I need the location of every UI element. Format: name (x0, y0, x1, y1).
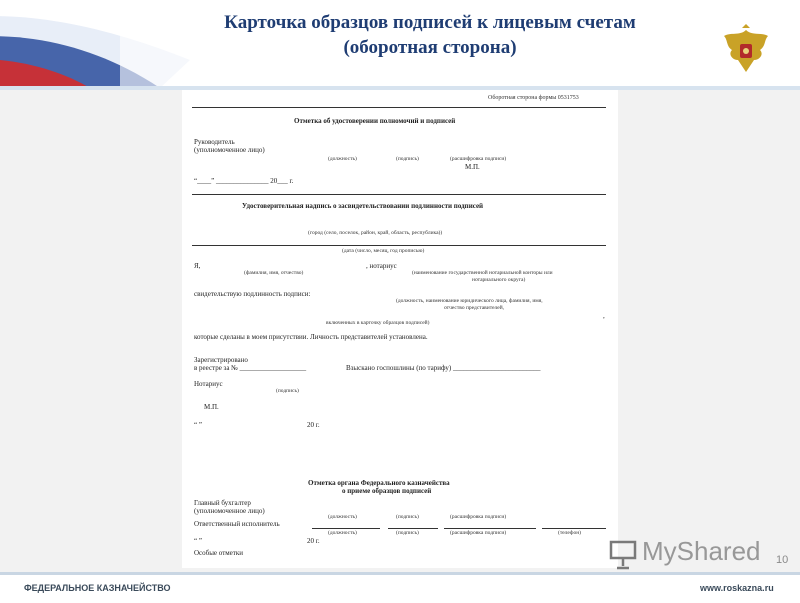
caption-phone: (телефон) (558, 530, 582, 536)
caption-signature-3: (подпись) (396, 514, 419, 520)
witness-label: свидетельствую подлинность подписи: (194, 290, 311, 298)
line-position (312, 528, 380, 529)
caption-org: (должность, наименование юридического лица, фамилия, имя, (396, 298, 543, 304)
notary-label: Нотариус (194, 380, 223, 388)
section2-title: Удостоверительная надпись о засвидетельствовании подлинности подписей (242, 202, 484, 210)
caption-date-words: (дата (число, месяц, год прописью) (342, 248, 425, 254)
ya-label: Я, (194, 262, 201, 270)
made-in-presence: которые сделаны в моем присутствии. Личность представителей установлена. (194, 333, 428, 341)
registered-label: Зарегистрировано (194, 356, 248, 364)
head-sub: (уполномоченное лицо) (194, 146, 265, 154)
special-marks-label: Особые отметки (194, 549, 243, 557)
mp-stamp: М.П. (465, 163, 480, 171)
caption-fio: (фамилия, имя, отчество) (244, 270, 304, 276)
slide-header (0, 0, 800, 88)
caption-decoding-4: (расшифровка подписи) (450, 530, 507, 536)
mp-stamp-2: М.П. (204, 403, 219, 411)
caption-position-3: (должность) (328, 514, 357, 520)
line-phone (542, 528, 606, 529)
section3-title-line1: Отметка органа Федерального казначейства (308, 479, 450, 487)
rule (192, 245, 606, 246)
page-number: 10 (776, 554, 789, 566)
slide-footer (0, 572, 800, 603)
executor-label: Ответственный исполнитель (194, 520, 280, 528)
caption-decoding: (расшифровка подписи) (450, 156, 507, 162)
caption-notary-district: нотариального округа) (472, 277, 526, 283)
caption-notary-signature: (подпись) (276, 388, 299, 394)
form-code: Оборотная сторона формы 0531753 (488, 95, 579, 101)
double-headed-eagle-emblem-icon (718, 22, 774, 78)
caption-position-4: (должность) (328, 530, 357, 536)
presentation-board-icon (608, 538, 638, 570)
caption-signature: (подпись) (396, 156, 419, 162)
caption-decoding-3: (расшифровка подписи) (450, 514, 507, 520)
slide-title-line1: Карточка образцов подписей к лицевым счетам (224, 12, 636, 33)
caption-notary-office: (наименование государственной нотариальной конторы или (412, 270, 553, 276)
slide-title-line2: (оборотная сторона) (343, 37, 517, 58)
section3-title-line2: о приеме образцов подписей (342, 487, 432, 495)
comma: , (603, 312, 605, 320)
line-signature (388, 528, 438, 529)
chief-accountant-sub: (уполномоченное лицо) (194, 507, 265, 515)
rule (192, 107, 606, 108)
notary-label-inline: , нотариус (366, 262, 397, 270)
caption-patronymic: отчество представителей, (444, 305, 505, 311)
registry-number: в реестре за № ___________________ (194, 364, 307, 372)
caption-included: включенных в карточку образцов подписей) (326, 320, 430, 326)
footer-org: ФЕДЕРАЛЬНОЕ КАЗНАЧЕЙСТВО (24, 583, 171, 593)
date-line-1: “____” _______________ 20___ г. (194, 177, 294, 185)
head-label: Руководитель (194, 138, 235, 146)
rule (192, 194, 606, 195)
line-decoding (444, 528, 536, 529)
caption-signature-4: (подпись) (396, 530, 419, 536)
fee-line: Взыскано госпошлины (по тарифу) _________________________ (346, 364, 541, 372)
watermark-text: MyShared (642, 536, 761, 566)
date-year-2: 20 г. (307, 421, 320, 429)
footer-site[interactable]: www.roskazna.ru (700, 583, 774, 593)
date-quotes-3: “ ” (194, 537, 202, 545)
date-quotes-2: “ ” (194, 421, 202, 429)
caption-position: (должность) (328, 156, 357, 162)
caption-city: (город (село, поселок, район, край, область, республика)) (308, 230, 443, 236)
form-document (182, 90, 618, 568)
section1-title: Отметка об удостоверении полномочий и подписей (294, 117, 456, 125)
slide-title (170, 10, 690, 60)
date-year-3: 20 г. (307, 537, 320, 545)
chief-accountant-label: Главный бухгалтер (194, 499, 251, 507)
